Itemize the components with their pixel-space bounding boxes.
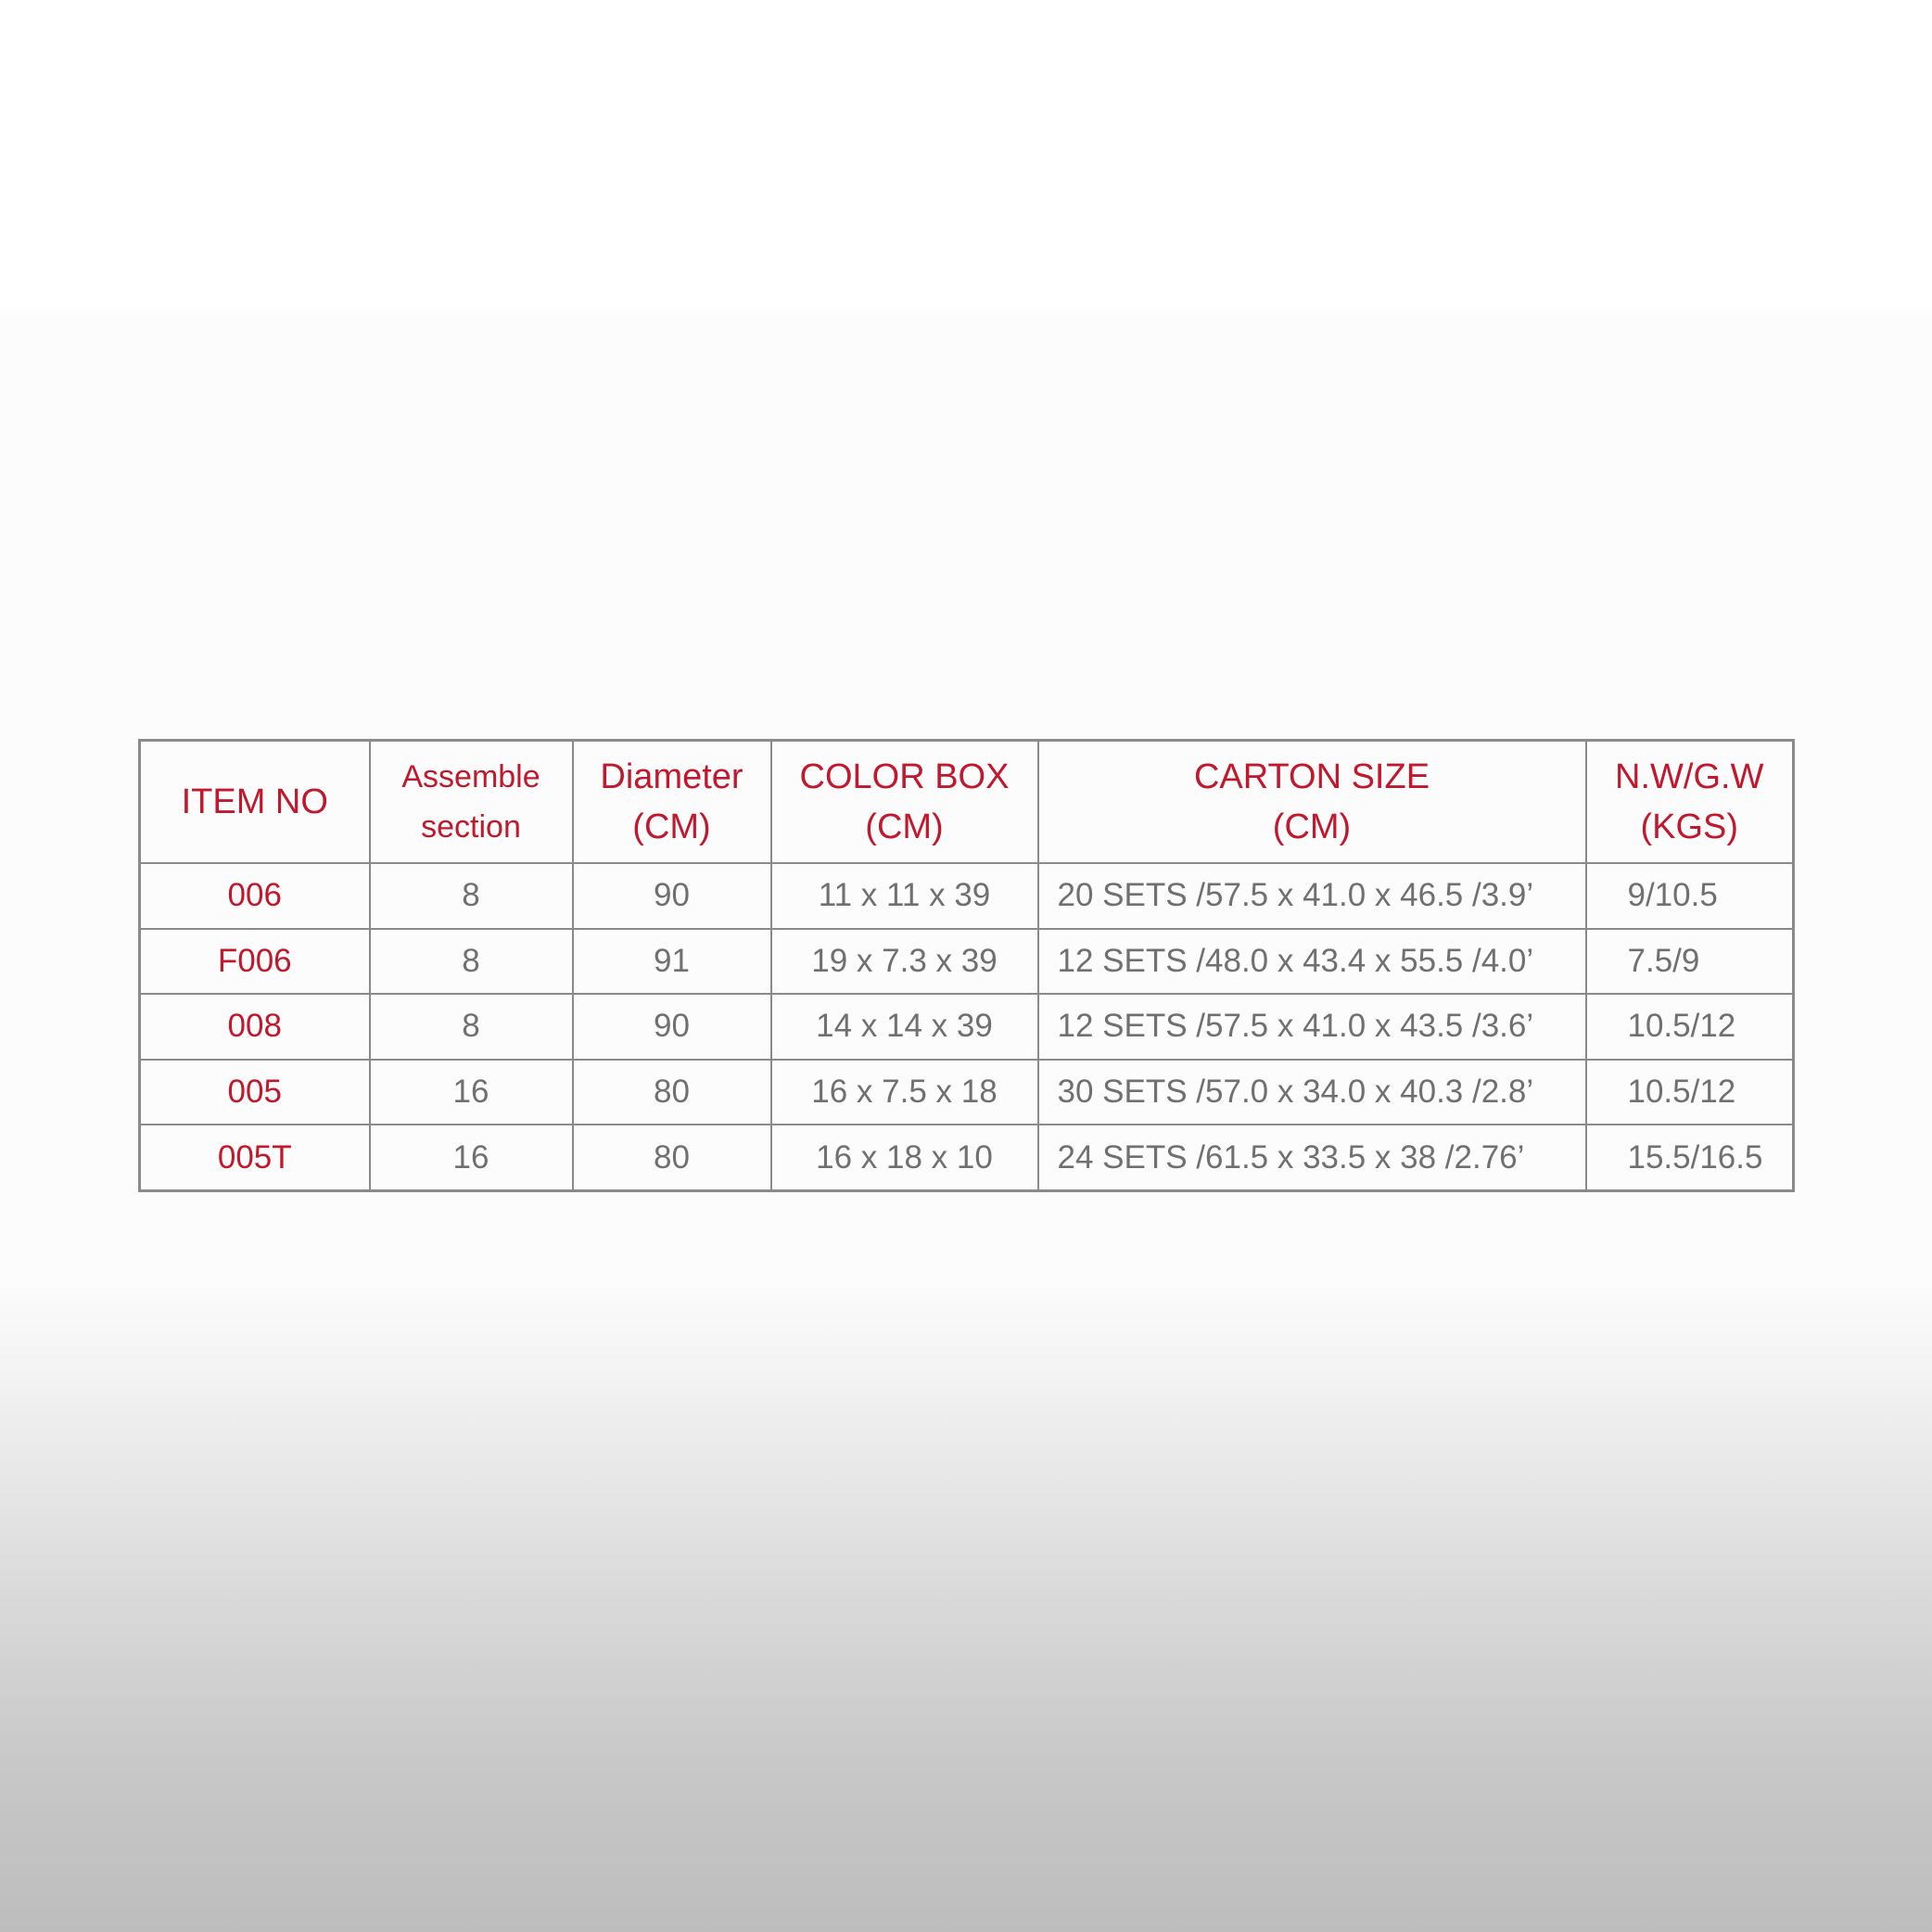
- header-carton-size-line1: CARTON SIZE: [1193, 757, 1430, 796]
- header-diameter-line2: (CM): [632, 807, 711, 846]
- header-item-no: [140, 741, 370, 864]
- cell-diameter: 80: [573, 1125, 771, 1190]
- cell-assemble-section: 8: [370, 929, 573, 995]
- cell-weight: 7.5/9: [1586, 929, 1794, 995]
- header-weight-line2: (KGS): [1640, 807, 1739, 846]
- cell-item-no: 006: [140, 863, 370, 929]
- header-color-box: [771, 741, 1038, 864]
- cell-weight: 10.5/12: [1586, 1060, 1794, 1125]
- header-assemble-section: [370, 741, 573, 864]
- cell-color-box: 11 x 11 x 39: [771, 863, 1038, 929]
- cell-assemble-section: 16: [370, 1060, 573, 1125]
- table-row: [140, 994, 1794, 1060]
- cell-carton-size: 12 SETS /57.5 x 41.0 x 43.5 /3.6’: [1038, 994, 1586, 1060]
- header-carton-size-line2: (CM): [1272, 807, 1352, 846]
- cell-item-no: F006: [140, 929, 370, 995]
- cell-carton-size: 12 SETS /48.0 x 43.4 x 55.5 /4.0’: [1038, 929, 1586, 995]
- cell-weight: 9/10.5: [1586, 863, 1794, 929]
- cell-assemble-section: 8: [370, 994, 573, 1060]
- header-assemble-line1: Assemble: [401, 759, 540, 794]
- header-weight-line1: N.W/G.W: [1615, 757, 1764, 796]
- cell-item-no: 008: [140, 994, 370, 1060]
- header-row: [140, 741, 1794, 864]
- cell-diameter: 91: [573, 929, 771, 995]
- cell-color-box: 16 x 7.5 x 18: [771, 1060, 1038, 1125]
- cell-item-no: 005T: [140, 1125, 370, 1190]
- header-color-box-line2: (CM): [865, 807, 944, 846]
- cell-weight: 10.5/12: [1586, 994, 1794, 1060]
- cell-diameter: 90: [573, 863, 771, 929]
- cell-color-box: 19 x 7.3 x 39: [771, 929, 1038, 995]
- table-body: [140, 863, 1794, 1191]
- cell-weight: 15.5/16.5: [1586, 1125, 1794, 1190]
- cell-color-box: 16 x 18 x 10: [771, 1125, 1038, 1190]
- cell-carton-size: 30 SETS /57.0 x 34.0 x 40.3 /2.8’: [1038, 1060, 1586, 1125]
- header-diameter: [573, 741, 771, 864]
- header-item-no-label: ITEM NO: [181, 782, 328, 821]
- header-weight: [1586, 741, 1794, 864]
- header-color-box-line1: COLOR BOX: [799, 757, 1010, 796]
- cell-diameter: 80: [573, 1060, 771, 1125]
- cell-carton-size: 20 SETS /57.5 x 41.0 x 46.5 /3.9’: [1038, 863, 1586, 929]
- cell-assemble-section: 8: [370, 863, 573, 929]
- product-spec-table: [138, 739, 1795, 1192]
- table-row: [140, 863, 1794, 929]
- table-row: [140, 1125, 1794, 1190]
- header-assemble-line2: section: [421, 809, 521, 845]
- table-header: [140, 741, 1794, 864]
- table-row: [140, 1060, 1794, 1125]
- cell-item-no: 005: [140, 1060, 370, 1125]
- table-row: [140, 929, 1794, 995]
- cell-diameter: 90: [573, 994, 771, 1060]
- cell-assemble-section: 16: [370, 1125, 573, 1190]
- cell-carton-size: 24 SETS /61.5 x 33.5 x 38 /2.76’: [1038, 1125, 1586, 1190]
- header-diameter-line1: Diameter: [600, 757, 744, 796]
- header-carton-size: [1038, 741, 1586, 864]
- cell-color-box: 14 x 14 x 39: [771, 994, 1038, 1060]
